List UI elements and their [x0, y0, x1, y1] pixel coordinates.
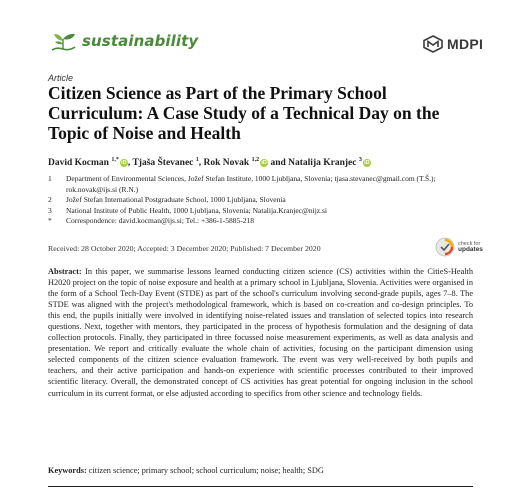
abstract-text: In this paper, we summarise lessons learned conducting citizen science (CS) activities within the CitieS-Health H2020 project on the topic of noise exposure and health at a primary school in Ljubljana, Slovenia. Activities were organised in the form of a School Tech-Day Event (STDE) as part of the school's curriculum involving second-grade pupils, ages 7–8. The STDE was aligned with the project's methodological framework, which is based on co-creation and co-design principles. To this end, the pupils initially were involved in identifying noise-related issues and translation of selected topics into research questions. Next, together with mentors, they participated in the process of hypothesis formulation and the designing of data collection protocols. Finally, they participated in three focussed noise measurement experiments, as well as data analysis and presentation. We report and critically evaluate the whole chain of activities, focusing on the participant dimension using selected components of the citizen science evaluation framework. The event was very well-received by both pupils and teachers, and their active participation and hands-on experience with scientific processes contributed to their improved scientific literacy. Overall, the demonstrated concept of CS activities has great potential for ongoing inclusion in the school curriculum in its current format, or else adjusted according to specifics from other science and technology fields.	[48, 267, 474, 398]
orcid-icon[interactable]: iD	[364, 160, 370, 167]
author-name: David Kocman	[48, 158, 109, 169]
section-divider	[48, 486, 473, 487]
journal-name: sustainability	[82, 32, 199, 50]
check-for-updates-button[interactable]	[435, 237, 483, 257]
article-type: Article	[48, 73, 74, 83]
leaf-sprout-icon	[48, 30, 78, 56]
keywords	[48, 466, 324, 475]
affiliation-item	[48, 216, 448, 227]
orcid-icon[interactable]: iD	[261, 160, 267, 167]
check-updates-label	[458, 241, 483, 254]
keywords-text: citizen science; primary school; school curriculum; noise; health; SDG	[88, 466, 324, 475]
abstract	[48, 266, 473, 399]
affiliation-marker: *	[48, 216, 52, 225]
author-affiliation-marker: 1	[195, 157, 199, 163]
author-affiliation-marker: 3	[358, 157, 362, 163]
author-name: Natalija Kranjec	[288, 158, 357, 169]
author-affiliation-marker: 1,*	[111, 157, 119, 163]
affiliation-marker: 2	[48, 195, 52, 204]
affiliation-item	[48, 174, 448, 195]
publisher-name: MDPI	[447, 36, 484, 52]
article-title: Citizen Science as Part of the Primary School Curriculum: A Case Study of a Technical Day on the Topic of Noise and Health	[48, 83, 440, 143]
keywords-label: Keywords:	[48, 466, 87, 475]
affiliation-text: National Institute of Public Health, 1000 Ljubljana, Slovenia; Natalija.Kranjec@nijz.si	[66, 205, 328, 215]
check-updates-line: updates	[458, 246, 483, 253]
affiliation-item	[48, 195, 448, 206]
orcid-icon[interactable]: iD	[121, 160, 127, 167]
author-list: David Kocman $^{1,*}$iD, Tjaša Števanec $^1$, Rok Novak $^{1,2}$iD and Natalija Kranjec $^3$iD	[48, 157, 370, 169]
correspondence-text: Correspondence: david.kocman@ijs.si; Tel.: +386-1-5885-218	[66, 216, 254, 225]
affiliation-text: Jožef Stefan International Postgraduate School, 1000 Ljubljana, Slovenia	[66, 195, 286, 204]
author-name: Tjaša Števanec	[132, 158, 194, 169]
affiliation-marker: 1	[48, 174, 52, 183]
check-updates-line: check for	[458, 240, 481, 247]
abstract-label: Abstract:	[48, 267, 82, 276]
affiliation-item	[48, 206, 448, 217]
affiliation-list	[48, 174, 448, 227]
publisher-logo	[423, 35, 483, 53]
author-name: Rok Novak	[203, 158, 250, 169]
publication-dates: Received: 28 October 2020; Accepted: 3 December 2020; Published: 7 December 2020	[48, 244, 321, 253]
author-affiliation-marker: 1,2	[251, 157, 260, 163]
check-updates-icon	[435, 237, 455, 257]
affiliation-text: Department of Environmental Sciences, Jožef Stefan Institute, 1000 Ljubljana, Slovenia; tjasa.stevanec@gmail.com (T.Š.); rok.novak@ijs.si (R.N.)	[66, 174, 436, 194]
mdpi-logo-icon	[423, 35, 443, 53]
affiliation-marker: 3	[48, 205, 52, 215]
